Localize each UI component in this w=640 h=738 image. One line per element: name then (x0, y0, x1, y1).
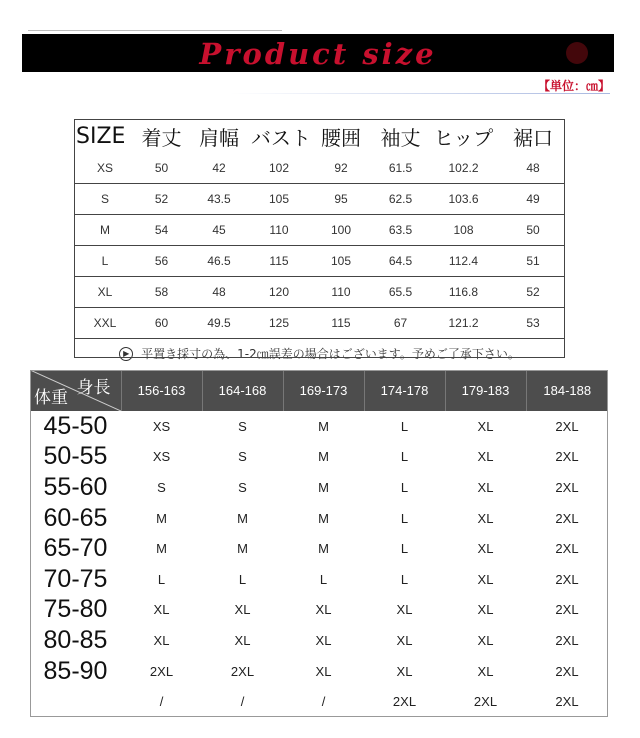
measurement-cell: 92 (307, 153, 375, 184)
recommended-size-cell: 2XL (555, 694, 579, 710)
size-row (74, 184, 565, 215)
recommended-size-cell: XL (153, 632, 170, 648)
recommended-size-cell: XL (153, 602, 170, 618)
recommended-size-cell: S (157, 479, 166, 495)
corner-weight-label: 体重 (34, 388, 68, 408)
recommended-size-cell: L (400, 418, 409, 434)
height-range-header: 184-188 (526, 370, 608, 411)
measurement-cell: 121.2 (426, 308, 501, 339)
measurement-cell: 120 (251, 277, 307, 308)
weight-row (30, 564, 608, 595)
measurement-cell: 110 (307, 277, 375, 308)
recommended-size-cell: XL (477, 602, 494, 618)
note-cell (74, 339, 565, 368)
recommended-size-cell: 2XL (555, 541, 579, 557)
recommended-size-cell: XL (477, 479, 494, 495)
weight-range-cell: 70-75 (43, 564, 108, 593)
height-range-header: 179-183 (445, 370, 526, 411)
recommended-size-cell: S (238, 418, 247, 434)
measurement-cell: 46.5 (187, 246, 251, 277)
recommended-size-cell: XL (477, 663, 494, 679)
recommended-size-cell: M (318, 510, 329, 526)
recommended-size-cell: / (240, 694, 245, 710)
weight-row (30, 625, 608, 656)
recommended-size-cell: 2XL (555, 632, 579, 648)
recommended-size-cell: XL (315, 602, 332, 618)
size-header-cell: 裾口 (513, 125, 553, 150)
recommended-size-cell: L (319, 571, 328, 587)
weight-range-cell: 75-80 (43, 595, 108, 624)
size-header-cell: 着丈 (141, 125, 182, 150)
recommended-size-cell: 2XL (555, 510, 579, 526)
banner-title: Product size (199, 37, 437, 71)
unit-label: 【単位：㎝】 (537, 79, 610, 93)
size-row (74, 277, 565, 308)
measurement-cell: 65.5 (375, 277, 426, 308)
recommended-size-cell: M (156, 510, 167, 526)
corner-height-label: 身長 (76, 378, 111, 398)
recommended-size-cell: XL (477, 510, 494, 526)
recommended-size-cell: M (237, 510, 248, 526)
recommended-size-cell: XS (152, 418, 171, 434)
play-circle-icon: ▶ (119, 347, 133, 361)
size-label-cell: XXL (74, 308, 136, 339)
recommended-size-cell: 2XL (473, 694, 498, 710)
recommended-size-cell: XS (152, 449, 171, 465)
measurement-cell: 43.5 (187, 184, 251, 215)
height-range-header: 174-178 (364, 370, 445, 411)
size-label-cell: XL (74, 277, 136, 308)
measurement-note: 平置き採寸の為、1-2㎝誤差の場合はございます。予めご了承下さい。 (141, 346, 520, 361)
recommended-size-cell: 2XL (149, 663, 174, 679)
recommended-size-cell: XL (396, 602, 413, 618)
recommended-size-cell: 2XL (555, 418, 579, 434)
measurement-cell: 45 (187, 215, 251, 246)
measurement-cell: 48 (501, 153, 565, 184)
weight-row (30, 411, 608, 442)
recommended-size-cell: / (159, 694, 164, 710)
recommended-size-cell: XL (315, 663, 332, 679)
recommended-size-cell: XL (477, 541, 494, 557)
size-label-cell: L (74, 246, 136, 277)
recommended-size-cell: XL (477, 418, 494, 434)
recommended-size-cell: 2XL (230, 663, 255, 679)
recommended-size-cell: XL (396, 663, 413, 679)
weight-row (30, 656, 608, 687)
weight-table-header (30, 370, 608, 411)
size-label-cell: S (74, 184, 136, 215)
measurement-cell: 110 (251, 215, 307, 246)
recommended-size-cell: 2XL (555, 571, 579, 587)
measurement-cell: 112.4 (426, 246, 501, 277)
measurement-cell: 56 (136, 246, 187, 277)
measurement-cell: 42 (187, 153, 251, 184)
recommended-size-cell: / (321, 694, 326, 710)
recommended-size-cell: M (318, 479, 329, 495)
recommended-size-cell: M (318, 541, 329, 557)
size-header-cell: 袖丈 (380, 125, 421, 150)
weight-range-cell: 60-65 (43, 503, 108, 532)
size-row (74, 308, 565, 339)
weight-row (30, 595, 608, 626)
recommended-size-cell: M (156, 541, 167, 557)
height-range-header: 164-168 (202, 370, 283, 411)
weight-row (30, 503, 608, 534)
measurement-cell: 60 (136, 308, 187, 339)
measurement-cell: 61.5 (375, 153, 426, 184)
recommended-size-cell: L (400, 479, 409, 495)
measurement-cell: 64.5 (375, 246, 426, 277)
measurement-cell: 63.5 (375, 215, 426, 246)
measurement-cell: 52 (136, 184, 187, 215)
measurement-cell: 108 (426, 215, 501, 246)
size-table-header (74, 119, 565, 153)
size-header-cell: 肩幅 (199, 125, 239, 150)
weight-row (30, 442, 608, 473)
recommended-size-cell: 2XL (555, 602, 579, 618)
size-table (74, 119, 565, 367)
recommended-size-cell: XL (234, 632, 251, 648)
measurement-cell: 100 (307, 215, 375, 246)
recommended-size-cell: 2XL (392, 694, 417, 710)
size-row (74, 215, 565, 246)
measurement-cell: 102.2 (426, 153, 501, 184)
recommended-size-cell: 2XL (555, 479, 579, 495)
banner-accent (566, 42, 588, 64)
weight-height-table (30, 370, 608, 717)
height-range-header: 156-163 (121, 370, 202, 411)
height-range-header: 169-173 (283, 370, 364, 411)
measurement-cell: 50 (501, 215, 565, 246)
size-header-cell: バスト (251, 125, 311, 150)
recommended-size-cell: S (238, 479, 247, 495)
top-rule (28, 30, 282, 31)
recommended-size-cell: 2XL (555, 663, 579, 679)
recommended-size-cell: L (400, 541, 409, 557)
measurement-cell: 67 (375, 308, 426, 339)
measurement-cell: 49 (501, 184, 565, 215)
size-row (74, 153, 565, 184)
measurement-cell: 49.5 (187, 308, 251, 339)
recommended-size-cell: 2XL (555, 449, 579, 465)
weight-table-body (30, 411, 608, 717)
weight-row (30, 472, 608, 503)
weight-range-cell: 55-60 (43, 472, 108, 501)
recommended-size-cell: XL (477, 449, 494, 465)
size-table-body (74, 153, 565, 367)
measurement-cell: 58 (136, 277, 187, 308)
recommended-size-cell: L (238, 571, 247, 587)
measurement-cell: 51 (501, 246, 565, 277)
measurement-cell: 54 (136, 215, 187, 246)
recommended-size-cell: M (318, 418, 329, 434)
measurement-cell: 95 (307, 184, 375, 215)
weight-range-cell: 80-85 (43, 625, 108, 654)
measurement-cell: 102 (251, 153, 307, 184)
recommended-size-cell: L (400, 510, 409, 526)
measurement-cell: 115 (307, 308, 375, 339)
recommended-size-cell: XL (477, 571, 494, 587)
size-label-cell: XS (74, 153, 136, 184)
recommended-size-cell: S (238, 449, 247, 465)
size-header-cell: ヒップ (433, 125, 494, 150)
measurement-cell: 125 (251, 308, 307, 339)
recommended-size-cell: XL (396, 632, 413, 648)
product-size-banner (22, 34, 614, 72)
recommended-size-cell: XL (315, 632, 332, 648)
measurement-cell: 62.5 (375, 184, 426, 215)
recommended-size-cell: L (157, 571, 166, 587)
size-row (74, 246, 565, 277)
measurement-cell: 115 (251, 246, 307, 277)
measurement-cell: 52 (501, 277, 565, 308)
measurement-cell: 50 (136, 153, 187, 184)
weight-range-cell (30, 686, 121, 717)
measurement-cell: 116.8 (426, 277, 501, 308)
recommended-size-cell: M (237, 541, 248, 557)
measurement-cell: 103.6 (426, 184, 501, 215)
measurement-cell: 105 (307, 246, 375, 277)
weight-range-cell: 50-55 (43, 442, 108, 471)
recommended-size-cell: L (400, 571, 409, 587)
measurement-cell: 48 (187, 277, 251, 308)
size-header-cell: 腰囲 (321, 125, 361, 150)
recommended-size-cell: XL (234, 602, 251, 618)
weight-range-cell: 45-50 (43, 411, 108, 440)
size-label-cell: M (74, 215, 136, 246)
weight-row (30, 533, 608, 564)
corner-cell (30, 370, 121, 411)
weight-row (30, 686, 608, 717)
recommended-size-cell: L (400, 449, 409, 465)
size-header-cell: SIZE (76, 123, 126, 149)
recommended-size-cell: XL (477, 632, 494, 648)
measurement-cell: 53 (501, 308, 565, 339)
weight-range-cell: 65-70 (43, 534, 108, 563)
weight-range-cell: 85-90 (43, 656, 108, 685)
recommended-size-cell: M (318, 449, 329, 465)
note-row (74, 339, 565, 368)
measurement-cell: 105 (251, 184, 307, 215)
